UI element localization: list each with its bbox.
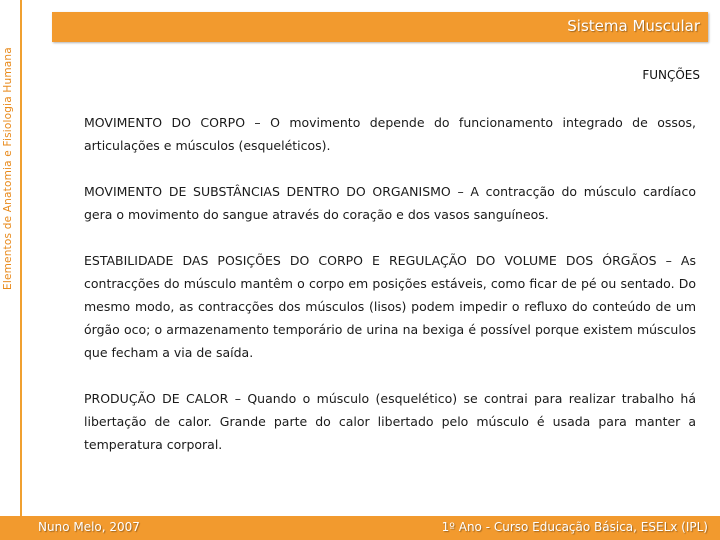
vertical-course-label: Elementos de Anatomia e Fisiologia Humana bbox=[2, 47, 14, 290]
paragraph-movimento-corpo: MOVIMENTO DO CORPO – O movimento depende do funcionamento integrado de ossos, articulações e músculos (esqueléticos). bbox=[84, 115, 696, 153]
left-border-line bbox=[20, 0, 22, 520]
footer-bar bbox=[0, 516, 720, 540]
footer-author: Nuno Melo, 2007 bbox=[38, 520, 140, 534]
content-body bbox=[84, 111, 696, 479]
title-bar bbox=[52, 12, 708, 42]
section-heading: FUNÇÕES bbox=[642, 68, 700, 82]
paragraph-producao-calor: PRODUÇÃO DE CALOR – Quando o músculo (esquelético) se contrai para realizar trabalho há libertação de calor. Grande parte do calor libertado pelo músculo é usada para manter a temperatura corporal. bbox=[84, 391, 696, 452]
slide-title: Sistema Muscular bbox=[567, 17, 700, 35]
footer-course: 1º Ano - Curso Educação Básica, ESELx (IPL) bbox=[441, 520, 708, 534]
paragraph-movimento-substancias: MOVIMENTO DE SUBSTÂNCIAS DENTRO DO ORGANISMO – A contracção do músculo cardíaco gera o movimento do sangue através do coração e dos vasos sanguíneos. bbox=[84, 184, 696, 222]
paragraph-estabilidade: ESTABILIDADE DAS POSIÇÕES DO CORPO E REGULAÇÃO DO VOLUME DOS ÓRGÃOS – As contracções do músculo mantêm o corpo em posições estáveis, como ficar de pé ou sentado. Do mesmo modo, as contracções dos músculos (lisos) podem impedir o refluxo do conteúdo de um órgão oco; o armazenamento temporário de urina na bexiga é possível porque existem músculos que fecham a via de saída. bbox=[84, 253, 696, 360]
